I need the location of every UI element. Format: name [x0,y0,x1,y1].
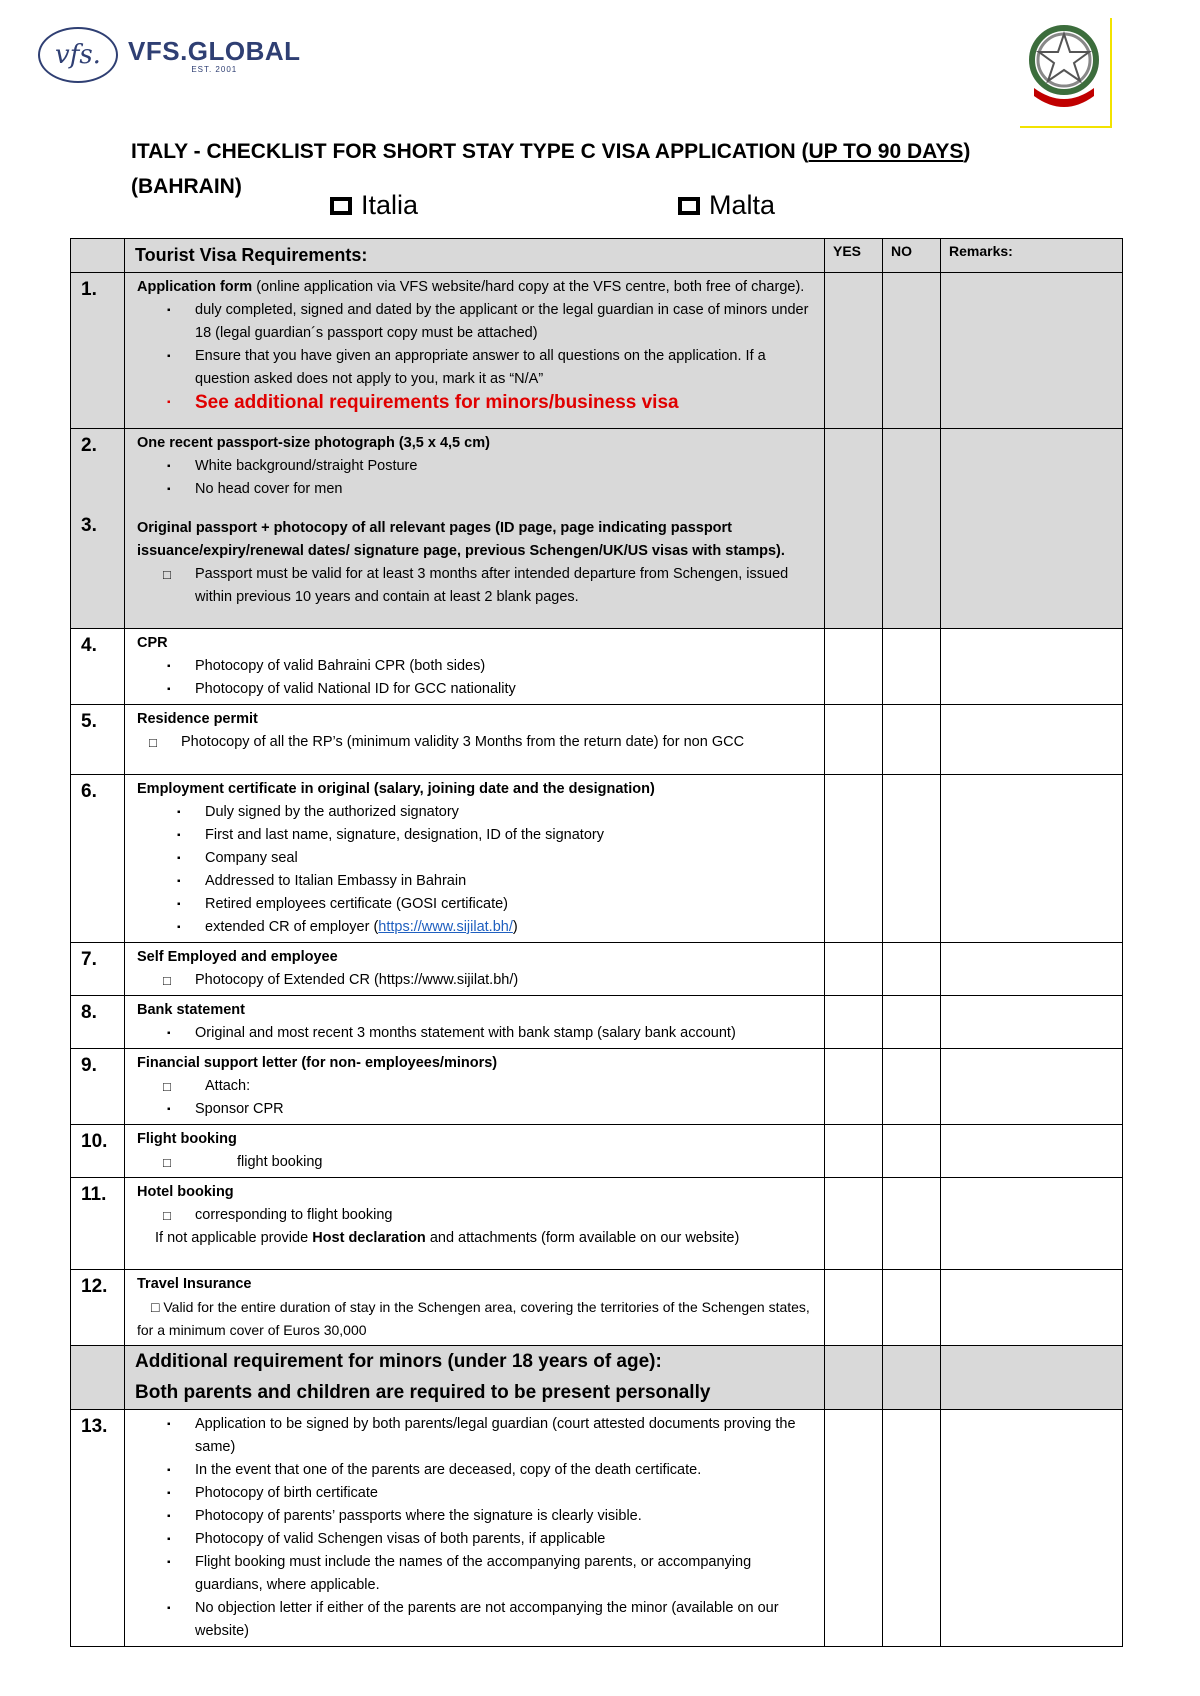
page-title: ITALY - CHECKLIST FOR SHORT STAY TYPE C VISA APPLICATION (UP TO 90 DAYS) (BAHRAIN) [131,140,971,198]
yes-cell[interactable] [825,775,883,943]
no-cell[interactable] [883,775,941,943]
table-row: 12. Travel Insurance □ Valid for the entire duration of stay in the Schengen area, covering the territories of the Schengen states, for a minimum cover of Euros 30,000 [71,1270,1123,1346]
table-header [71,239,1123,273]
sijilat-link[interactable]: https://www.sijilat.bh/ [378,919,513,935]
table-row: 2. 3. One recent passport-size photograph (3,5 x 4,5 cm) ▪ White background/straight Posture ▪ No head cover for men Original passport + photocopy of all relevant pages (ID page, page indicating passport issuance/expiry/renewal dates/ signature page, previous Schengen/UK/US visas with stamps). □ Passport must be valid for at least 3 months after intended departure from Schengen, issued within previous 10 years and contain at least 2 blank pages. [71,429,1123,629]
table-row: 8. Bank statement ▪ Original and most recent 3 months statement with bank stamp (salary bank account) [71,996,1123,1049]
no-cell[interactable] [883,1270,941,1346]
yes-cell[interactable] [825,943,883,996]
checkbox-icon[interactable] [330,197,352,215]
remarks-cell[interactable] [941,273,1123,429]
header-remarks: Remarks: [941,239,1123,273]
yes-cell[interactable] [825,273,883,429]
vfs-logo-mark: vfs. [38,27,118,83]
header-yes: YES [825,239,883,273]
italian-emblem [1020,18,1112,128]
no-cell[interactable] [883,629,941,705]
vfs-logo [38,22,301,88]
table-row: 7. Self Employed and employee □ Photocopy of Extended CR (https://www.sijilat.bh/) [71,943,1123,996]
yes-cell[interactable] [825,1125,883,1178]
remarks-cell[interactable] [941,429,1123,629]
checklist-table [70,238,1123,1647]
emblem-icon [1020,18,1108,122]
yes-cell[interactable] [825,429,883,629]
remarks-cell[interactable] [941,1178,1123,1270]
yes-cell[interactable] [825,1270,883,1346]
no-cell[interactable] [883,1125,941,1178]
header-no: NO [883,239,941,273]
remarks-cell[interactable] [941,1049,1123,1125]
no-cell[interactable] [883,705,941,775]
no-cell[interactable] [883,429,941,629]
remarks-cell[interactable] [941,943,1123,996]
table-row: 10. Flight booking □ flight booking [71,1125,1123,1178]
yes-cell[interactable] [825,1410,883,1647]
remarks-cell[interactable] [941,996,1123,1049]
remarks-cell[interactable] [941,775,1123,943]
remarks-cell[interactable] [941,1125,1123,1178]
table-row: 13. ▪ Application to be signed by both parents/legal guardian (court attested documents proving the same) ▪ In the event that one of the parents are deceased, copy of the death certificate. ▪ Photocopy of birth certificate ▪ Photocopy of parents’ passports where the signature is clearly visible. ▪ Photocopy of valid Schengen visas of both parents, if applicable ▪ Flight booking must include the names of the accompanying parents, or accompanying guardians, where applicable. ▪ No objection letter if either of the parents are not accompanying the minor (available on our website) [71,1410,1123,1647]
table-row: 4. CPR ▪ Photocopy of valid Bahraini CPR (both sides) ▪ Photocopy of valid National ID for GCC nationality [71,629,1123,705]
no-cell[interactable] [883,273,941,429]
yes-cell[interactable] [825,629,883,705]
header-requirements: Tourist Visa Requirements: [125,239,825,273]
yes-cell[interactable] [825,1049,883,1125]
minors-section-header: Additional requirement for minors (under 18 years of age): Both parents and children are required to be present personally [71,1346,1123,1410]
no-cell[interactable] [883,1178,941,1270]
vfs-logo-name: VFS.GLOBAL [128,35,301,66]
table-row: 1. Application form (online application via VFS website/hard copy at the VFS centre, both free of charge). ▪ duly completed, signed and dated by the applicant or the legal guardian in case of minors under 18 (legal guardian´s passport copy must be attached) ▪ Ensure that you have given an appropriate answer to all questions on the application. If a question asked does not apply to you, mark it as “N/A” ▪ See additional requirements for minors/business visa [71,273,1123,429]
checkbox-icon[interactable] [678,197,700,215]
yes-cell[interactable] [825,705,883,775]
no-cell[interactable] [883,1049,941,1125]
remarks-cell[interactable] [941,629,1123,705]
yes-cell[interactable] [825,1178,883,1270]
vfs-logo-est: EST. 2001 [191,64,238,74]
remarks-cell[interactable] [941,1270,1123,1346]
table-row: 6. Employment certificate in original (salary, joining date and the designation) ▪ Duly signed by the authorized signatory ▪ First and last name, signature, designation, ID of the signatory ▪ Company seal ▪ Addressed to Italian Embassy in Bahrain ▪ Retired employees certificate (GOSI certificate) ▪ extended CR of employer (https://www.sijilat.bh/) [71,775,1123,943]
table-row: 5. Residence permit □ Photocopy of all the RP’s (minimum validity 3 Months from the return date) for non GCC [71,705,1123,775]
no-cell[interactable] [883,943,941,996]
yes-cell[interactable] [825,996,883,1049]
table-row: 9. Financial support letter (for non- employees/minors) □ Attach: ▪ Sponsor CPR [71,1049,1123,1125]
option-italia[interactable]: Italia [330,190,418,221]
remarks-cell[interactable] [941,705,1123,775]
no-cell[interactable] [883,996,941,1049]
table-row: 11. Hotel booking □ corresponding to flight booking If not applicable provide Host declaration and attachments (form available on our website) [71,1178,1123,1270]
no-cell[interactable] [883,1410,941,1647]
option-malta[interactable]: Malta [678,190,775,221]
minors-business-note: ▪ See additional requirements for minors/business visa [177,391,818,414]
remarks-cell[interactable] [941,1410,1123,1647]
